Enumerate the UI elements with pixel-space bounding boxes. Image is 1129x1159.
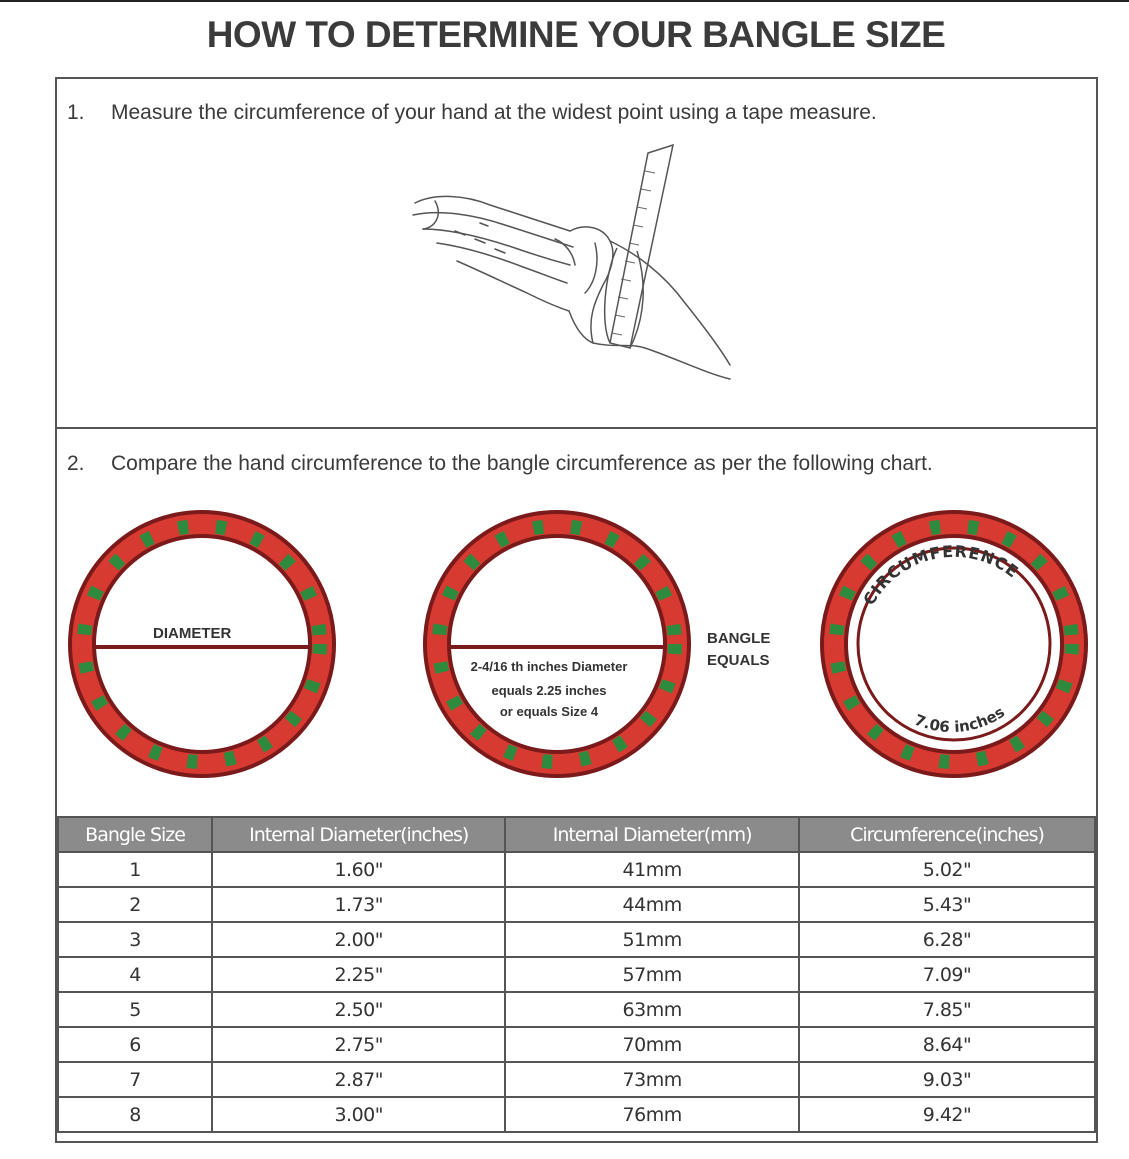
step-2-number: 2.: [67, 452, 85, 475]
circumference-cell: 6.28": [799, 922, 1095, 957]
diameter-inches-cell: 2.25": [212, 957, 505, 992]
table-row: [58, 957, 1095, 992]
equals-label: EQUALS: [707, 652, 770, 669]
circumference-cell: 5.43": [799, 887, 1095, 922]
diameter-mm-cell: 70mm: [505, 1027, 799, 1062]
bangle-example-diagram: [422, 509, 692, 779]
bangle-size-table: [57, 816, 1096, 1133]
diameter-mm-cell: 73mm: [505, 1062, 799, 1097]
diameter-inches-cell: 2.75": [212, 1027, 505, 1062]
table-row: [58, 922, 1095, 957]
step-1-number: 1.: [67, 101, 85, 124]
size-cell: 5: [58, 992, 212, 1027]
diameter-inches-cell: 2.50": [212, 992, 505, 1027]
size-cell: 1: [58, 852, 212, 887]
instructions-frame: [55, 77, 1098, 1143]
page-title: HOW TO DETERMINE YOUR BANGLE SIZE: [206, 14, 946, 55]
circumference-cell: 9.03": [799, 1062, 1095, 1097]
bangle-circumference-diagram: [819, 509, 1089, 779]
diameter-inches-cell: 3.00": [212, 1097, 505, 1132]
diameter-mm-cell: 44mm: [505, 887, 799, 922]
header-circumference: Circumference(inches): [799, 817, 1095, 852]
size-cell: 8: [58, 1097, 212, 1132]
diameter-inches-cell: 1.60": [212, 852, 505, 887]
size-cell: 6: [58, 1027, 212, 1062]
circumference-cell: 7.85": [799, 992, 1095, 1027]
example-inches-text: equals 2.25 inches: [491, 683, 607, 698]
example-diameter-text: 2-4/16 th inches Diameter: [470, 659, 628, 674]
diameter-inches-cell: 2.00": [212, 922, 505, 957]
table-row: [58, 992, 1095, 1027]
diameter-label: DIAMETER: [153, 625, 232, 642]
top-rule: [0, 0, 1129, 2]
bangle-label: BANGLE: [707, 630, 771, 647]
circumference-cell: 8.64": [799, 1027, 1095, 1062]
size-cell: 2: [58, 887, 212, 922]
size-cell: 4: [58, 957, 212, 992]
header-bangle-size: Bangle Size: [58, 817, 212, 852]
step-2-text: Compare the hand circumference to the bangle circumference as per the following chart.: [111, 452, 933, 475]
step-1-text: Measure the circumference of your hand at the widest point using a tape measure.: [111, 101, 877, 124]
table-row: [58, 1097, 1095, 1132]
diameter-inches-cell: 2.87": [212, 1062, 505, 1097]
measure-curved-label: 7.06 inches: [911, 702, 1008, 737]
diameter-mm-cell: 63mm: [505, 992, 799, 1027]
hand-tape-measure-illustration: [405, 143, 735, 383]
diameter-mm-cell: 57mm: [505, 957, 799, 992]
diameter-mm-cell: 41mm: [505, 852, 799, 887]
diameter-mm-cell: 51mm: [505, 922, 799, 957]
circumference-cell: 5.02": [799, 852, 1095, 887]
diameter-inches-cell: 1.73": [212, 887, 505, 922]
table-row: [58, 1027, 1095, 1062]
circumference-cell: 7.09": [799, 957, 1095, 992]
bangle-diameter-diagram: [67, 509, 337, 779]
size-cell: 7: [58, 1062, 212, 1097]
step-1: [67, 101, 877, 125]
step-2: [67, 452, 933, 476]
header-diameter-inches: Internal Diameter(inches): [212, 817, 505, 852]
table-header-row: [58, 817, 1095, 852]
section-divider: [57, 427, 1096, 429]
diameter-mm-cell: 76mm: [505, 1097, 799, 1132]
table-row: [58, 887, 1095, 922]
example-size-text: or equals Size 4: [499, 704, 599, 719]
circumference-cell: 9.42": [799, 1097, 1095, 1132]
circumference-curved-label: CIRCUMFERENCE: [859, 541, 1023, 609]
header-diameter-mm: Internal Diameter(mm): [505, 817, 799, 852]
table-row: [58, 852, 1095, 887]
size-cell: 3: [58, 922, 212, 957]
table-row: [58, 1062, 1095, 1097]
